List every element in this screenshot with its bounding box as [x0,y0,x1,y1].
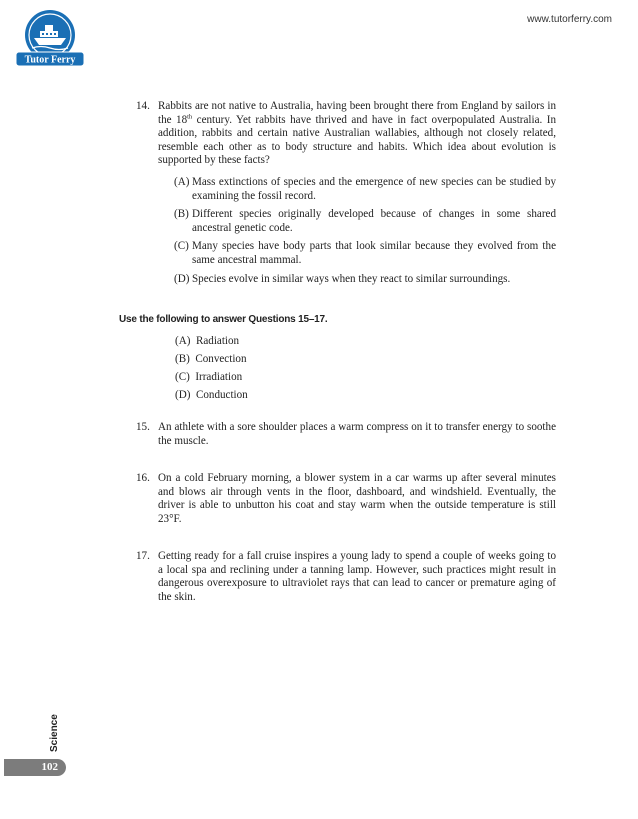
question-number: 16. [136,472,150,484]
question-number: 15. [136,421,150,433]
option-b: (B) Different species originally developed because of changes in some shared ancestral genetic code. [174,208,556,234]
group-heading: Use the following to answer Questions 15–17. [119,314,328,325]
group-option-b: (B) Convection [175,353,247,365]
site-url[interactable]: www.tutorferry.com [527,14,612,25]
page-number-tab [4,759,66,776]
logo-text: Tutor Ferry [24,54,76,66]
question-17 [136,550,556,604]
answer-options [136,176,556,286]
section-label: Science [49,714,60,752]
question-16 [136,472,556,526]
question-text: Rabbits are not native to Australia, having been brought there from England by sailors in the 18th century. Yet rabbits have thrived and have in fact overpopulated Australia. In addition, rabbits and certain native Australian wallabies, although not closely related, resemble each other as to body structure and habits. Which idea about evolution is supported by these facts? [158,100,557,167]
question-number: 14. [136,100,150,112]
question-14 [136,100,556,291]
page-number: 102 [41,761,58,773]
question-15 [136,421,556,448]
question-text: On a cold February morning, a blower system in a car warms up after several minutes and blows air through vents in the floor, dashboard, and windshield. Eventually, the driver is able to unbutton his coat and stay warm when the outside temperature is still 23°F. [158,472,556,525]
option-d: (D) Species evolve in similar ways when they react to similar surroundings. [174,272,511,285]
group-option-d: (D) Conduction [175,389,248,401]
tutor-ferry-logo [14,8,86,68]
group-option-a: (A) Radiation [175,335,240,347]
shared-answer-list [175,335,248,407]
group-option-c: (C) Irradiation [175,371,243,383]
question-text: Getting ready for a fall cruise inspires a young lady to spend a couple of weeks going to a local spa and reclining under a tanning lamp. However, such practices might result in dangerous overexposure to ultraviolet rays that can lead to cancer or premature aging of the skin. [158,550,556,603]
superscript: th [187,112,193,120]
question-text: An athlete with a sore shoulder places a warm compress on it to transfer energy to soothe the muscle. [158,421,556,447]
option-a: (A) Mass extinctions of species and the emergence of new species can be studied by examining the fossil record. [174,175,556,202]
option-c: (C) Many species have body parts that look similar because they evolved from the same ancestral mammal. [174,240,556,266]
question-number: 17. [136,550,150,562]
